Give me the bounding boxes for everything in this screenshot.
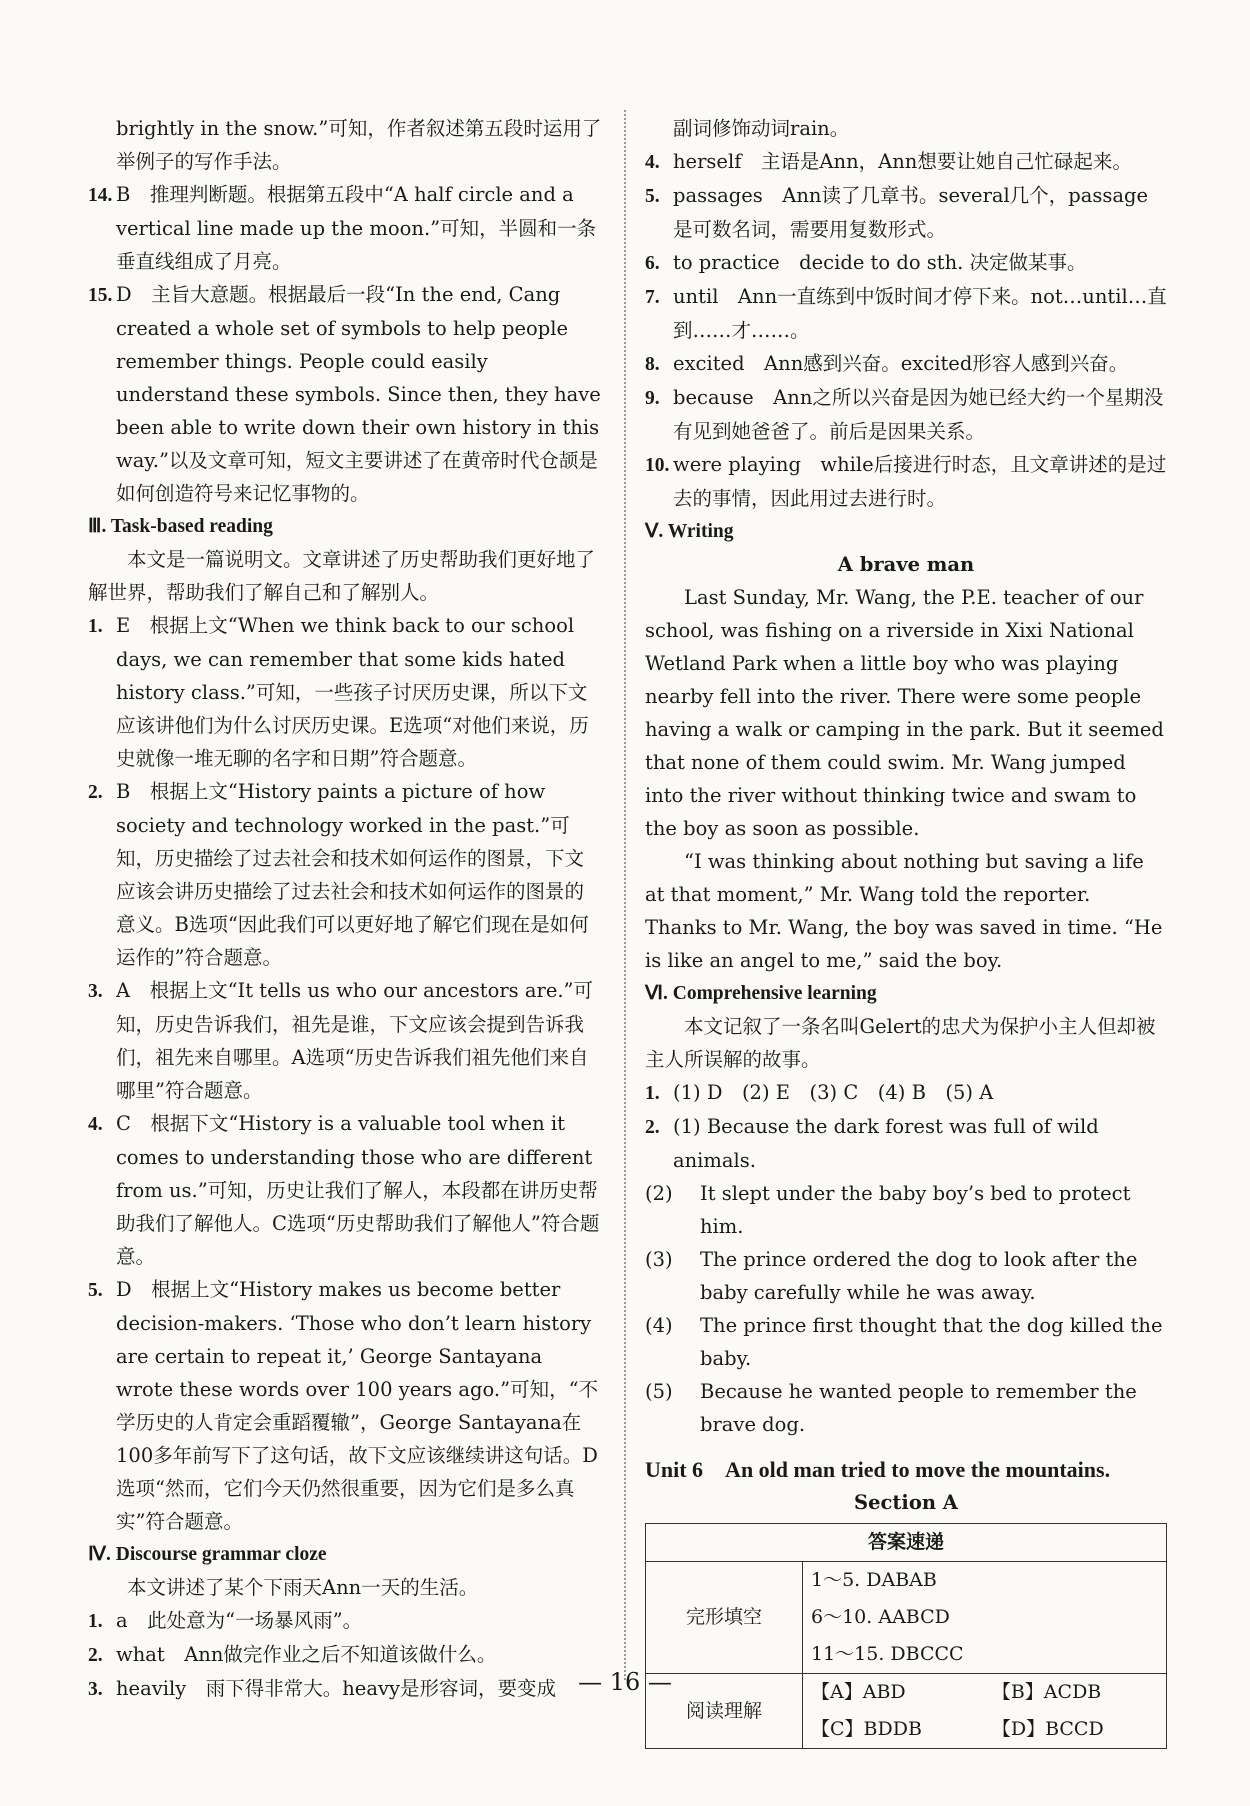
reading-label: 阅读理解 bbox=[646, 1674, 803, 1749]
sub-item-text: The prince first thought that the dog killed the baby. bbox=[700, 1314, 1163, 1370]
answer-item bbox=[88, 1604, 603, 1638]
answer-table-header: 答案速递 bbox=[646, 1524, 1167, 1562]
item-number: 1. bbox=[88, 616, 103, 637]
item-number: 10. bbox=[645, 455, 670, 476]
paragraph: 本文记叙了一条名叫Gelert的忠犬为保护小主人但却被主人所误解的故事。 bbox=[645, 1015, 1156, 1071]
item-number: 7. bbox=[645, 287, 660, 308]
paragraph: Last Sunday, Mr. Wang, the P.E. teacher of our school, was fishing on a riverside in Xixi National Wetland Park when a little boy who was playing nearby fell into the river. There were some people having a walk or camping in the park. But it seemed that none of them could swim. Mr. Wang jumped into the river without thinking twice and swam to the boy as soon as possible. bbox=[645, 586, 1164, 840]
item-number: 1. bbox=[645, 1083, 660, 1104]
sub-item-number: (4) bbox=[645, 1314, 673, 1337]
section-heading: Ⅵ. Comprehensive learning bbox=[645, 983, 877, 1004]
answer-item bbox=[645, 246, 1167, 280]
reading-cell: 【A】ABD bbox=[803, 1674, 984, 1712]
item-text: were playing while后接进行时态，且文章讲述的是过去的事情，因此用过去进行时。 bbox=[673, 453, 1167, 510]
item-text: D 主旨大意题。根据最后一段“In the end, Cang created a whole set of symbols to help people remember things. People could easily understand these symbols. Since then, they have been able to write down their own history in this way.”以及文章可知，短文主要讲述了在黄帝时代仓颉是如何创造符号来记忆事物的。 bbox=[116, 283, 601, 505]
answer-item bbox=[645, 179, 1167, 246]
paragraph: brightly in the snow.”可知，作者叙述第五段时运用了举例子的写作手法。 bbox=[116, 117, 602, 173]
sub-item bbox=[645, 1177, 1167, 1243]
reading-cell: 【B】ACDB bbox=[984, 1674, 1167, 1712]
item-text: a 此处意为“一场暴风雨”。 bbox=[116, 1609, 363, 1632]
cloze-label: 完形填空 bbox=[646, 1562, 803, 1674]
paragraph: “I was thinking about nothing but saving a life at that moment,” Mr. Wang told the reporter. Thanks to Mr. Wang, the boy was saved in time. “He is like an angel to me,” said the boy. bbox=[645, 850, 1163, 972]
unit-title: Unit 6 An old man tried to move the mountains. bbox=[645, 1457, 1111, 1482]
answer-item bbox=[88, 609, 603, 775]
item-text: E 根据上文“When we think back to our school days, we can remember that some kids hated history class.”可知，一些孩子讨厌历史课，所以下文应该讲他们为什么讨厌历史课。E选项“对他们来说，历史就像一堆无聊的名字和日期”符合题意。 bbox=[116, 614, 589, 770]
answer-item bbox=[88, 178, 603, 278]
item-number: 14. bbox=[88, 185, 113, 206]
item-text: A 根据上文“It tells us who our ancestors are.”可知，历史告诉我们，祖先是谁，下文应该会提到告诉我们，祖先来自哪里。A选项“历史告诉我们祖先他们来自哪里”符合题意。 bbox=[116, 979, 594, 1102]
section-heading: Ⅴ. Writing bbox=[645, 521, 734, 542]
answer-item bbox=[88, 1107, 603, 1273]
item-text: (1) D (2) E (3) C (4) B (5) A bbox=[673, 1081, 994, 1104]
item-number: 4. bbox=[88, 1114, 103, 1135]
item-text: (1) Because the dark forest was full of wild animals. bbox=[673, 1115, 1099, 1172]
answer-item bbox=[645, 280, 1167, 347]
item-number: 2. bbox=[88, 782, 103, 803]
item-number: 5. bbox=[645, 186, 660, 207]
reading-cell: 【D】BCCD bbox=[984, 1711, 1167, 1749]
answer-item bbox=[645, 347, 1167, 381]
item-number: 6. bbox=[645, 253, 660, 274]
item-number: 5. bbox=[88, 1280, 103, 1301]
sub-item-text: Because he wanted people to remember the brave dog. bbox=[700, 1380, 1137, 1436]
item-text: heavily 雨下得非常大。heavy是形容词，要变成 bbox=[116, 1677, 556, 1700]
sub-item bbox=[645, 1243, 1167, 1309]
left-column bbox=[88, 112, 603, 1706]
item-text: what Ann做完作业之后不知道该做什么。 bbox=[116, 1643, 497, 1666]
item-text: passages Ann读了几章书。several几个，passage是可数名词，需要用复数形式。 bbox=[673, 184, 1149, 241]
sub-item-number: (3) bbox=[645, 1248, 673, 1271]
reading-cell: 【C】BDDB bbox=[803, 1711, 984, 1749]
page-number: — 16 — bbox=[578, 1668, 672, 1696]
answer-item bbox=[645, 381, 1167, 448]
cloze-row: 6～10. AABCD bbox=[803, 1599, 1167, 1636]
item-number: 3. bbox=[88, 1679, 103, 1700]
column-divider bbox=[624, 110, 626, 1680]
item-text: B 根据上文“History paints a picture of how society and technology worked in the past.”可知，历史描绘了过去社会和技术如何运作的图景，下文应该会讲历史描绘了过去社会和技术如何运作的图景的意义。B选项“因此我们可以更好地了解它们现在是如何运作的”符合题意。 bbox=[116, 780, 589, 969]
paragraph: 副词修饰动词rain。 bbox=[673, 117, 850, 140]
essay-title: A brave man bbox=[837, 553, 975, 576]
item-text: C 根据下文“History is a valuable tool when it comes to understanding those who are different from us.”可知，历史让我们了解人，本段都在讲历史帮助我们了解他人。C选项“历史帮助我们了解他人”符合题意。 bbox=[116, 1112, 600, 1268]
section-heading: Ⅲ. Task-based reading bbox=[88, 516, 273, 537]
right-column-text bbox=[645, 112, 1167, 1441]
item-number: 3. bbox=[88, 981, 103, 1002]
item-number: 8. bbox=[645, 354, 660, 375]
item-number: 2. bbox=[88, 1645, 103, 1666]
sub-item-number: (5) bbox=[645, 1380, 673, 1403]
answer-item bbox=[88, 974, 603, 1107]
answer-item bbox=[645, 448, 1167, 515]
cloze-row: 11～15. DBCCC bbox=[803, 1636, 1167, 1674]
answer-item bbox=[645, 1076, 1167, 1110]
item-text: herself 主语是Ann，Ann想要让她自己忙碌起来。 bbox=[673, 150, 1132, 173]
paragraph: 本文是一篇说明文。文章讲述了历史帮助我们更好地了解世界，帮助我们了解自己和了解别人。 bbox=[88, 548, 596, 604]
item-number: 2. bbox=[645, 1117, 660, 1138]
right-column bbox=[645, 112, 1167, 1749]
sub-item-number: (2) bbox=[645, 1182, 673, 1205]
sub-item bbox=[645, 1309, 1167, 1375]
answer-table bbox=[645, 1523, 1167, 1749]
answer-item bbox=[88, 775, 603, 974]
answer-item bbox=[88, 1638, 603, 1672]
item-number: 4. bbox=[645, 152, 660, 173]
section-heading: Ⅳ. Discourse grammar cloze bbox=[88, 1544, 327, 1565]
answer-item bbox=[645, 145, 1167, 179]
item-text: until Ann一直练到中饭时间才停下来。not…until…直到……才……。 bbox=[673, 285, 1167, 342]
sub-item-text: It slept under the baby boy’s bed to protect him. bbox=[700, 1182, 1131, 1238]
item-number: 15. bbox=[88, 285, 113, 306]
item-number: 1. bbox=[88, 1611, 103, 1632]
item-text: B 推理判断题。根据第五段中“A half circle and a vertical line made up the moon.”可知，半圆和一条垂直线组成了月亮。 bbox=[116, 183, 597, 273]
paragraph: 本文讲述了某个下雨天Ann一天的生活。 bbox=[127, 1576, 479, 1599]
answer-item bbox=[645, 1110, 1167, 1177]
item-text: excited Ann感到兴奋。excited形容人感到兴奋。 bbox=[673, 352, 1129, 375]
item-text: because Ann之所以兴奋是因为她已经大约一个星期没有见到她爸爸了。前后是因果关系。 bbox=[673, 386, 1164, 443]
sub-item bbox=[645, 1375, 1167, 1441]
item-text: to practice decide to do sth. 决定做某事。 bbox=[673, 251, 1087, 274]
answer-item bbox=[88, 278, 603, 510]
sub-item-text: The prince ordered the dog to look after the baby carefully while he was away. bbox=[700, 1248, 1138, 1304]
cloze-row: 1～5. DABAB bbox=[803, 1562, 1167, 1600]
answer-item bbox=[88, 1273, 603, 1538]
item-number: 9. bbox=[645, 388, 660, 409]
item-text: D 根据上文“History makes us become better decision-makers. ‘Those who don’t learn history are certain to repeat it,’ George Santayana wrote these words over 100 years ago.”可知，“不学历史的人肯定会重蹈覆辙”，George Santayana在100多年前写下了这句话，故下文应该继续讲这句话。D选项“然而，它们今天仍然很重要，因为它们是多么真实”符合题意。 bbox=[116, 1278, 599, 1533]
section-title: Section A bbox=[854, 1491, 958, 1514]
